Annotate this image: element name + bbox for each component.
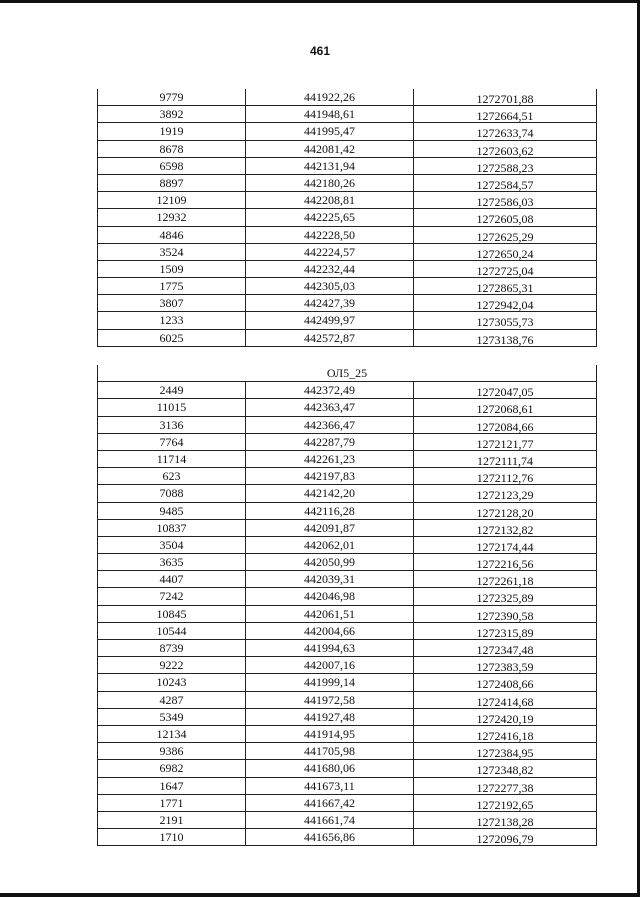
x-coordinate-cell: 442091,87 <box>246 520 414 536</box>
table-row <box>98 434 596 451</box>
x-coordinate-cell: 441667,42 <box>246 795 414 811</box>
x-coordinate-cell: 442180,26 <box>246 175 414 191</box>
table-row <box>98 520 596 537</box>
y-coordinate-cell: 1272414,68 <box>476 694 534 709</box>
table-row <box>98 760 596 777</box>
page-number: 461 <box>309 44 331 58</box>
table-row <box>98 657 596 674</box>
y-coordinate-cell: 1272605,08 <box>476 212 534 227</box>
scan-edge-bottom <box>0 893 640 897</box>
table-row <box>98 123 596 140</box>
x-coordinate-cell: 442499,97 <box>246 312 414 328</box>
point-number-cell: 3504 <box>98 537 246 553</box>
x-coordinate-cell: 441948,61 <box>246 106 414 122</box>
table-row <box>98 709 596 726</box>
y-coordinate-cell: 1273055,73 <box>476 315 534 330</box>
y-coordinate-cell: 1272068,61 <box>476 402 534 417</box>
y-coordinate-cell: 1272390,58 <box>476 608 534 623</box>
x-coordinate-cell: 441673,11 <box>246 778 414 794</box>
x-coordinate-cell: 442372,49 <box>246 382 414 398</box>
y-coordinate-cell: 1272325,89 <box>476 591 534 606</box>
point-number-cell: 9222 <box>98 657 246 673</box>
point-number-cell: 623 <box>98 468 246 484</box>
y-coordinate-cell: 1272416,18 <box>476 728 534 743</box>
point-number-cell: 11714 <box>98 451 246 467</box>
y-coordinate-cell: 1272112,76 <box>476 471 534 486</box>
point-number-cell: 3892 <box>98 106 246 122</box>
point-number-cell: 1771 <box>98 795 246 811</box>
point-number-cell: 10837 <box>98 520 246 536</box>
table-row <box>98 244 596 261</box>
x-coordinate-cell: 442427,39 <box>246 295 414 311</box>
y-coordinate-cell: 1272315,89 <box>476 625 534 640</box>
x-coordinate-cell: 442039,31 <box>246 571 414 587</box>
x-coordinate-cell: 442363,47 <box>246 399 414 415</box>
point-number-cell: 9485 <box>98 503 246 519</box>
point-number-cell: 1647 <box>98 778 246 794</box>
x-coordinate-cell: 441914,95 <box>246 726 414 742</box>
table-row <box>98 812 596 829</box>
section-title: ОЛ5_25 <box>98 365 596 382</box>
y-coordinate-cell: 1272277,38 <box>476 780 534 795</box>
x-coordinate-cell: 442131,94 <box>246 158 414 174</box>
table-row <box>98 829 596 846</box>
table-row <box>98 485 596 502</box>
scan-edge-top <box>0 0 640 3</box>
x-coordinate-cell: 441656,86 <box>246 829 414 845</box>
x-coordinate-cell: 442208,81 <box>246 192 414 208</box>
y-coordinate-cell: 1272942,04 <box>476 298 534 313</box>
point-number-cell: 8678 <box>98 141 246 157</box>
table-row <box>98 726 596 743</box>
y-coordinate-cell: 1272384,95 <box>476 746 534 761</box>
point-number-cell: 8897 <box>98 175 246 191</box>
y-coordinate-cell: 1272701,88 <box>476 92 534 106</box>
table-row <box>98 640 596 657</box>
x-coordinate-cell: 442366,47 <box>246 417 414 433</box>
x-coordinate-cell: 442261,23 <box>246 451 414 467</box>
table-row <box>98 417 596 434</box>
point-number-cell: 7242 <box>98 588 246 604</box>
point-number-cell: 3136 <box>98 417 246 433</box>
point-number-cell: 2449 <box>98 382 246 398</box>
point-number-cell: 11015 <box>98 399 246 415</box>
y-coordinate-cell: 1272603,62 <box>476 143 534 158</box>
coordinates-table-section <box>97 365 597 846</box>
y-coordinate-cell: 1272216,56 <box>476 557 534 572</box>
coordinates-table <box>97 89 597 347</box>
y-coordinate-cell: 1272347,48 <box>476 643 534 657</box>
x-coordinate-cell: 442224,57 <box>246 244 414 260</box>
point-number-cell: 12109 <box>98 192 246 208</box>
point-number-cell: 6982 <box>98 760 246 776</box>
y-coordinate-cell: 1272584,57 <box>476 177 534 192</box>
x-coordinate-cell: 442116,28 <box>246 503 414 519</box>
y-coordinate-cell: 1272586,03 <box>476 195 534 210</box>
x-coordinate-cell: 442228,50 <box>246 227 414 243</box>
point-number-cell: 1919 <box>98 123 246 139</box>
x-coordinate-cell: 442062,01 <box>246 537 414 553</box>
point-number-cell: 12134 <box>98 726 246 742</box>
y-coordinate-cell: 1272174,44 <box>476 539 534 554</box>
table-row <box>98 330 596 347</box>
table-row <box>98 261 596 278</box>
x-coordinate-cell: 441661,74 <box>246 812 414 828</box>
point-number-cell: 4287 <box>98 692 246 708</box>
x-coordinate-cell: 441680,06 <box>246 760 414 776</box>
x-coordinate-cell: 442287,79 <box>246 434 414 450</box>
x-coordinate-cell: 442142,20 <box>246 485 414 501</box>
table-row <box>98 382 596 399</box>
x-coordinate-cell: 442007,16 <box>246 657 414 673</box>
y-coordinate-cell: 1272633,74 <box>476 126 534 141</box>
y-coordinate-cell: 1272111,74 <box>476 453 534 468</box>
point-number-cell: 1775 <box>98 278 246 294</box>
y-coordinate-cell: 1272132,82 <box>476 522 534 537</box>
x-coordinate-cell: 442046,98 <box>246 588 414 604</box>
point-number-cell: 2191 <box>98 812 246 828</box>
point-number-cell: 1710 <box>98 829 246 845</box>
y-coordinate-cell: 1273138,76 <box>476 332 534 347</box>
x-coordinate-cell: 441705,98 <box>246 743 414 759</box>
y-coordinate-cell: 1272084,66 <box>476 419 534 434</box>
y-coordinate-cell: 1272121,77 <box>476 436 534 451</box>
table-row <box>98 778 596 795</box>
x-coordinate-cell: 441927,48 <box>246 709 414 725</box>
point-number-cell: 10544 <box>98 623 246 639</box>
table-row <box>98 295 596 312</box>
point-number-cell: 10845 <box>98 606 246 622</box>
point-number-cell: 6025 <box>98 330 246 346</box>
y-coordinate-cell: 1272348,82 <box>476 763 534 778</box>
table-row <box>98 623 596 640</box>
table-row <box>98 588 596 605</box>
table-row <box>98 743 596 760</box>
table-row <box>98 795 596 812</box>
table-row <box>98 451 596 468</box>
table-row <box>98 209 596 226</box>
y-coordinate-cell: 1272138,28 <box>476 814 534 829</box>
y-coordinate-cell: 1272650,24 <box>476 246 534 261</box>
point-number-cell: 3524 <box>98 244 246 260</box>
x-coordinate-cell: 442572,87 <box>246 330 414 346</box>
x-coordinate-cell: 442197,83 <box>246 468 414 484</box>
table-row <box>98 175 596 192</box>
x-coordinate-cell: 442225,65 <box>246 209 414 225</box>
point-number-cell: 7764 <box>98 434 246 450</box>
x-coordinate-cell: 442004,66 <box>246 623 414 639</box>
point-number-cell: 9779 <box>98 89 246 105</box>
table-row <box>98 106 596 123</box>
table-row <box>98 227 596 244</box>
y-coordinate-cell: 1272664,51 <box>476 109 534 124</box>
point-number-cell: 4407 <box>98 571 246 587</box>
x-coordinate-cell: 442232,44 <box>246 261 414 277</box>
point-number-cell: 8739 <box>98 640 246 656</box>
x-coordinate-cell: 442061,51 <box>246 606 414 622</box>
table-row <box>98 674 596 691</box>
x-coordinate-cell: 442050,99 <box>246 554 414 570</box>
y-coordinate-cell: 1272725,04 <box>476 263 534 278</box>
table-row <box>98 692 596 709</box>
y-coordinate-cell: 1272123,29 <box>476 488 534 503</box>
table-row <box>98 399 596 416</box>
x-coordinate-cell: 441995,47 <box>246 123 414 139</box>
y-coordinate-cell: 1272128,20 <box>476 505 534 520</box>
y-coordinate-cell: 1272047,05 <box>476 385 534 400</box>
x-coordinate-cell: 441994,63 <box>246 640 414 656</box>
point-number-cell: 10243 <box>98 674 246 690</box>
x-coordinate-cell: 441922,26 <box>246 89 414 105</box>
y-coordinate-cell: 1272261,18 <box>476 574 534 589</box>
x-coordinate-cell: 441999,14 <box>246 674 414 690</box>
point-number-cell: 3635 <box>98 554 246 570</box>
point-number-cell: 3807 <box>98 295 246 311</box>
x-coordinate-cell: 441972,58 <box>246 692 414 708</box>
point-number-cell: 6598 <box>98 158 246 174</box>
point-number-cell: 1509 <box>98 261 246 277</box>
table-row <box>98 158 596 175</box>
table-row <box>98 468 596 485</box>
point-number-cell: 5349 <box>98 709 246 725</box>
table-row <box>98 141 596 158</box>
y-coordinate-cell: 1272408,66 <box>476 677 534 692</box>
table-row <box>98 312 596 329</box>
y-coordinate-cell: 1272588,23 <box>476 160 534 175</box>
table-row <box>98 537 596 554</box>
table-row <box>98 571 596 588</box>
y-coordinate-cell: 1272383,59 <box>476 660 534 675</box>
table-row <box>98 192 596 209</box>
table-row <box>98 89 596 106</box>
x-coordinate-cell: 442081,42 <box>246 141 414 157</box>
x-coordinate-cell: 442305,03 <box>246 278 414 294</box>
point-number-cell: 1233 <box>98 312 246 328</box>
y-coordinate-cell: 1272420,19 <box>476 711 534 726</box>
point-number-cell: 7088 <box>98 485 246 501</box>
table-row <box>98 278 596 295</box>
table-row <box>98 554 596 571</box>
table-row <box>98 503 596 520</box>
point-number-cell: 9386 <box>98 743 246 759</box>
y-coordinate-cell: 1272096,79 <box>476 832 534 847</box>
table-row <box>98 606 596 623</box>
point-number-cell: 4846 <box>98 227 246 243</box>
y-coordinate-cell: 1272625,29 <box>476 229 534 244</box>
point-number-cell: 12932 <box>98 209 246 225</box>
y-coordinate-cell: 1272865,31 <box>476 281 534 296</box>
y-coordinate-cell: 1272192,65 <box>476 797 534 812</box>
